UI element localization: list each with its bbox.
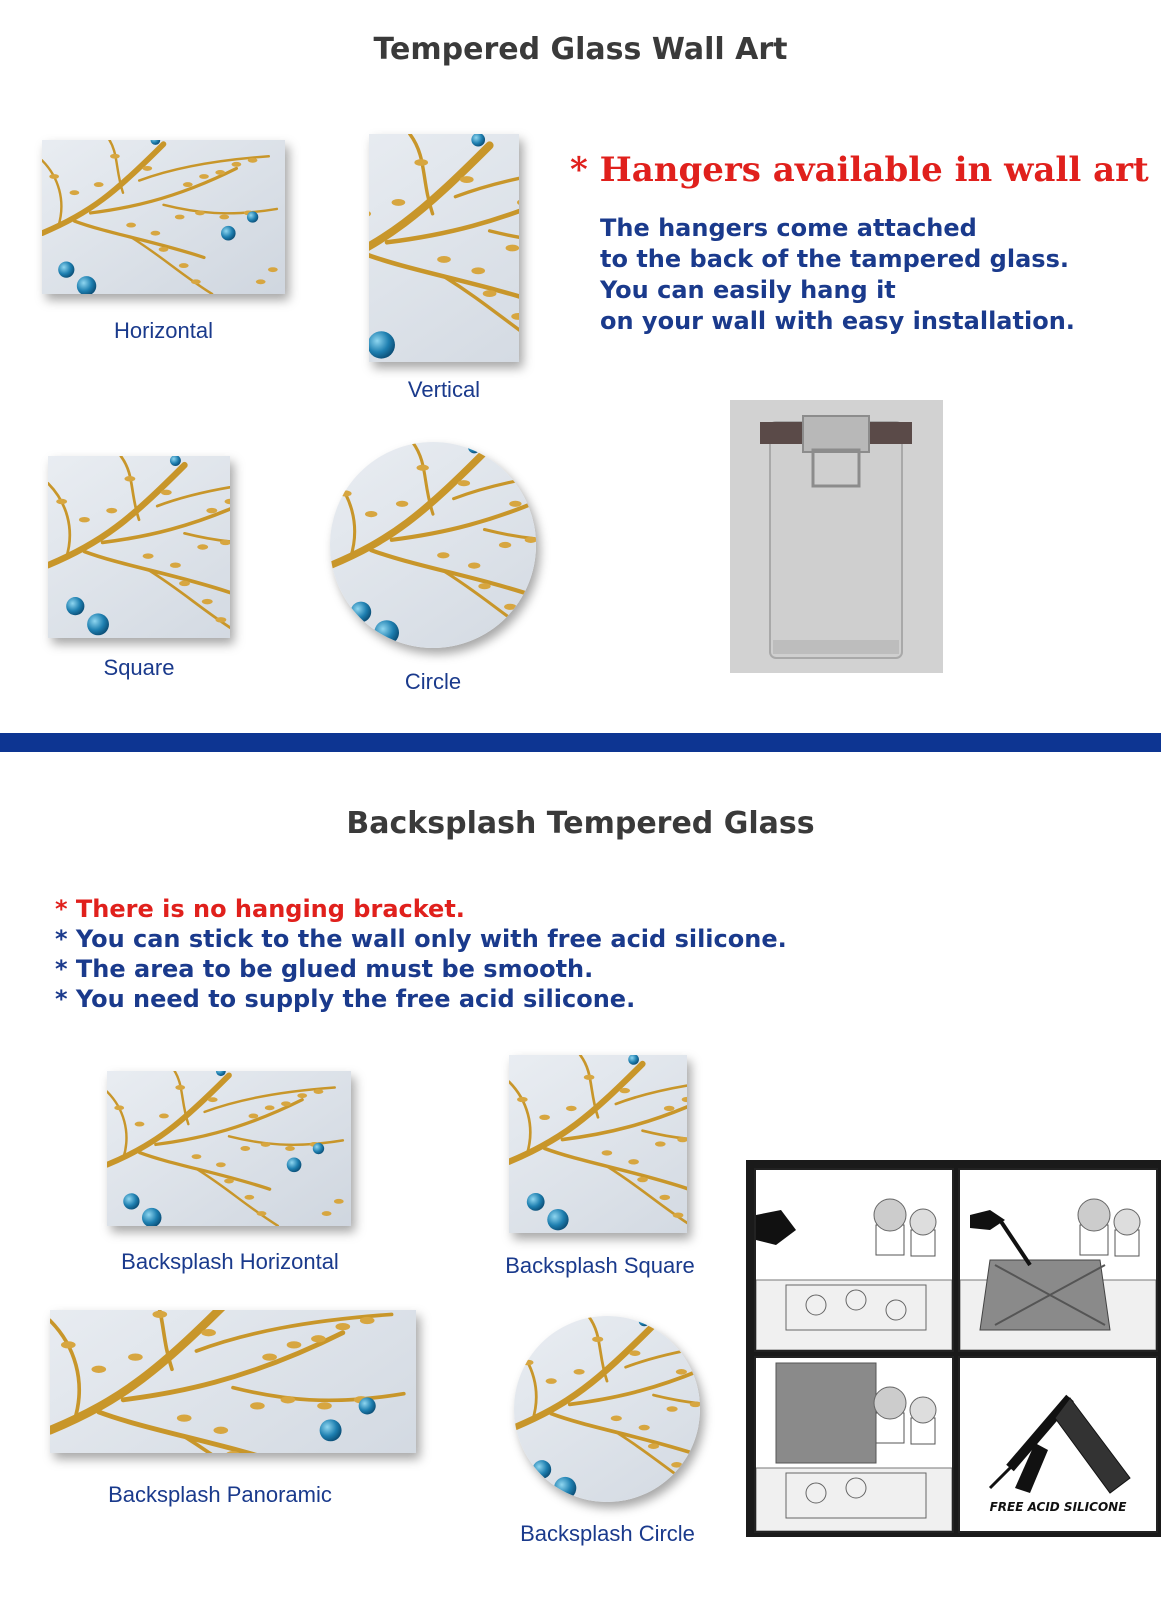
step-panel-clean	[754, 1168, 954, 1352]
note-smooth-area: * The area to be glued must be smooth.	[55, 955, 594, 983]
vertical-caption: Vertical	[407, 377, 481, 402]
backsplash-square-caption: Backsplash Square	[505, 1253, 695, 1278]
backsplash-square-image	[509, 1055, 687, 1233]
backsplash-notes	[55, 894, 1055, 1014]
circle-caption: Circle	[404, 669, 462, 694]
horizontal-caption: Horizontal	[113, 318, 214, 343]
square-caption: Square	[103, 655, 175, 680]
backsplash-circle-caption: Backsplash Circle	[520, 1521, 695, 1546]
step-panel-silicone-gun	[958, 1356, 1158, 1533]
backsplash-panoramic-image	[50, 1310, 416, 1453]
note-silicone: * You can stick to the wall only with free acid silicone.	[55, 925, 787, 953]
note-no-bracket: * There is no hanging bracket.	[55, 895, 465, 923]
wall-art-title: Tempered Glass Wall Art	[373, 32, 788, 67]
hangers-line: You can easily hang it	[600, 276, 896, 304]
horizontal-art-image	[42, 140, 285, 294]
backsplash-circle-image	[514, 1316, 700, 1502]
hangers-line: on your wall with easy installation.	[600, 307, 1075, 335]
installation-steps-illustration	[746, 1160, 1161, 1537]
hangers-line: The hangers come attached	[600, 214, 977, 242]
vertical-art-image	[369, 134, 519, 362]
circle-art-image	[330, 442, 536, 648]
note-supply-silicone: * You need to supply the free acid silicone.	[55, 985, 636, 1013]
hangers-heading: * Hangers available in wall art	[570, 150, 1149, 190]
backsplash-title: Backsplash Tempered Glass	[346, 806, 815, 841]
backsplash-horizontal-image	[107, 1071, 351, 1226]
section-divider	[0, 733, 1161, 752]
silicone-label: FREE ACID SILICONE	[989, 1500, 1127, 1514]
hangers-description	[600, 213, 1150, 337]
step-panel-press-glass	[754, 1356, 954, 1533]
backsplash-panoramic-caption: Backsplash Panoramic	[108, 1482, 332, 1507]
step-panel-apply-silicone	[958, 1168, 1158, 1352]
hangers-line: to the back of the tampered glass.	[600, 245, 1069, 273]
square-art-image	[48, 456, 230, 638]
hanger-bracket-image	[730, 400, 943, 673]
backsplash-horizontal-caption: Backsplash Horizontal	[121, 1249, 339, 1274]
